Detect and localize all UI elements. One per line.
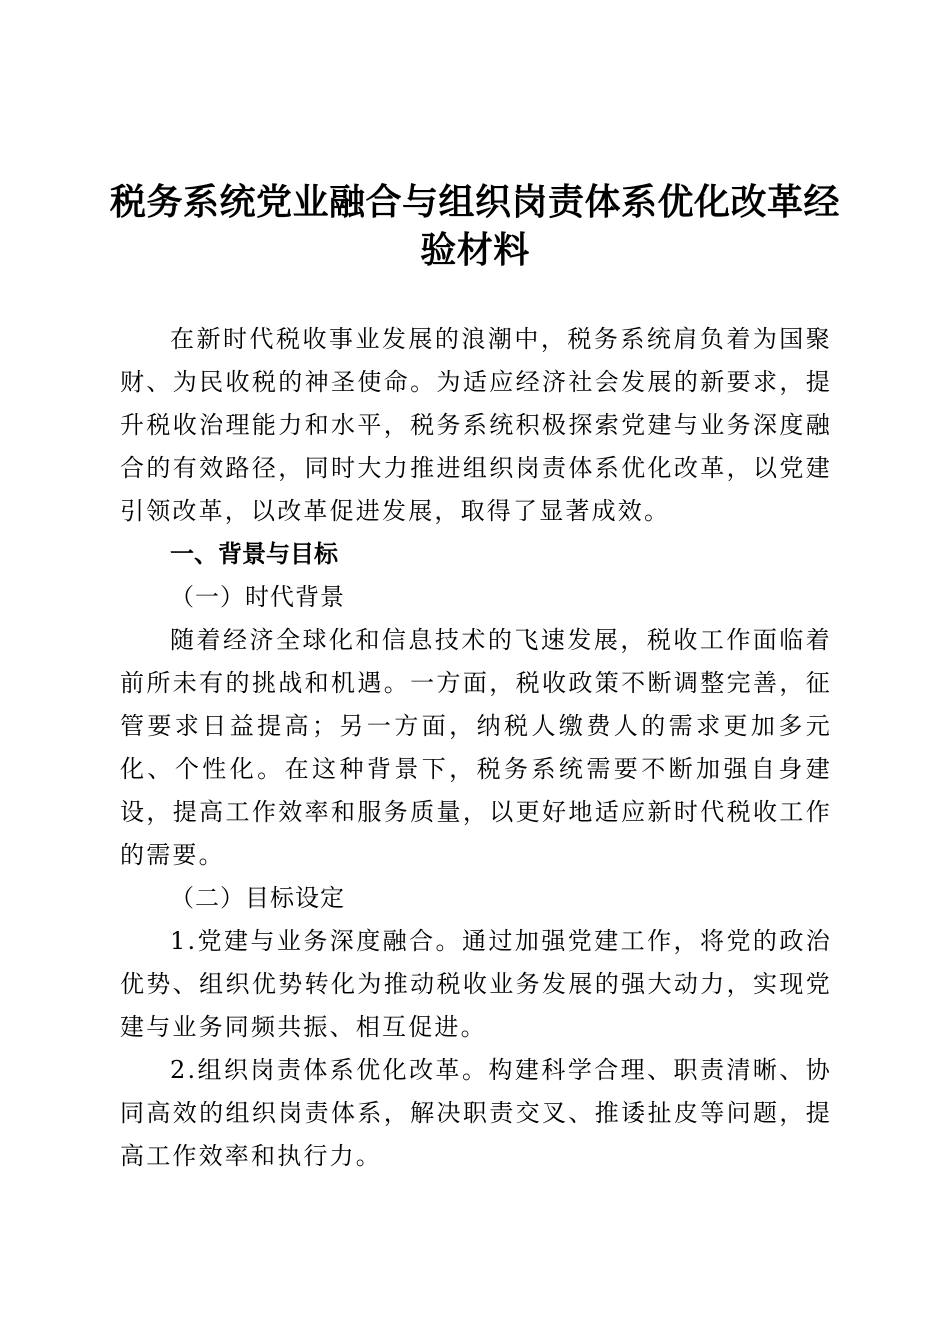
era-background-paragraph: 随着经济全球化和信息技术的飞速发展，税收工作面临着前所未有的挑战和机遇。一方面，税收政策不断调整完善，征管要求日益提高；另一方面，纳税人缴费人的需求更加多元化、个性化。在这种背景下，税务系统需要不断加强自身建设，提高工作效率和服务质量，以更好地适应新时代税收工作的需要。: [120, 626, 832, 869]
document-title: 税务系统党业融合与组织岗责体系优化改革经验材料: [110, 181, 841, 271]
subheading-era-background: （一）时代背景: [170, 583, 345, 611]
section-heading-background: 一、背景与目标: [170, 540, 338, 568]
subheading-goal-setting: （二）目标设定: [170, 884, 345, 912]
document-body: [120, 318, 832, 1178]
goal-item-1: 1.党建与业务深度融合。通过加强党建工作，将党的政治优势、组织优势转化为推动税收业务发展的强大动力，实现党建与业务同频共振、相互促进。: [120, 927, 832, 1041]
intro-paragraph: 在新时代税收事业发展的浪潮中，税务系统肩负着为国聚财、为民收税的神圣使命。为适应经济社会发展的新要求，提升税收治理能力和水平，税务系统积极探索党建与业务深度融合的有效路径，同时大力推进组织岗责体系优化改革，以党建引领改革，以改革促进发展，取得了显著成效。: [120, 325, 832, 525]
goal-item-2: 2.组织岗责体系优化改革。构建科学合理、职责清晰、协同高效的组织岗责体系，解决职责交叉、推诿扯皮等问题，提高工作效率和执行力。: [120, 1056, 832, 1170]
